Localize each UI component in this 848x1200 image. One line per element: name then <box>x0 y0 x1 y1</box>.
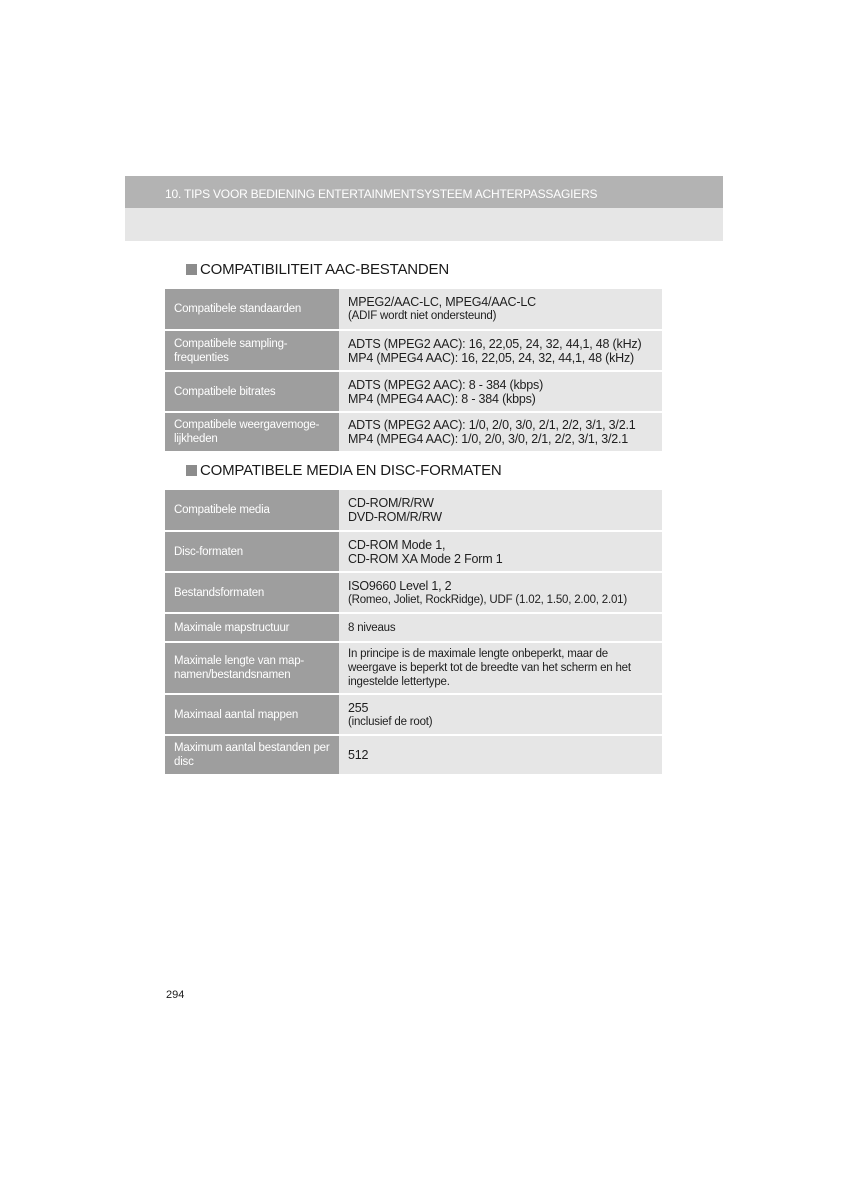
row-label: Maximale lengte van map- namen/bestandsnamen <box>165 642 339 694</box>
value-line: MPEG2/AAC-LC, MPEG4/AAC-LC <box>348 295 536 309</box>
table-row <box>165 642 662 694</box>
row-value <box>339 371 662 412</box>
value-line: 255 <box>348 700 369 715</box>
section-bullet-icon <box>186 465 197 476</box>
row-value <box>339 613 662 642</box>
value-line: ISO9660 Level 1, 2 <box>348 578 452 593</box>
page-number: 294 <box>166 989 185 1001</box>
row-value <box>339 490 662 531</box>
value-line: (inclusief de root) <box>348 715 433 728</box>
value-line: ADTS (MPEG2 AAC): 8 - 384 (kbps) <box>348 377 544 392</box>
aac-compatibility-table <box>165 289 662 453</box>
table-row <box>165 289 662 330</box>
value-line: MP4 (MPEG4 AAC): 8 - 384 (kbps) <box>348 391 536 406</box>
row-label: Compatibele media <box>165 490 339 531</box>
value-line: 8 niveaus <box>348 621 396 634</box>
row-label: Maximale mapstructuur <box>165 613 339 642</box>
value-line: CD-ROM XA Mode 2 Form 1 <box>348 551 503 566</box>
value-line: (ADIF wordt niet ondersteund) <box>348 310 497 322</box>
chapter-title: 10. TIPS VOOR BEDIENING ENTERTAINMENTSYSTEEM ACHTERPASSAGIERS <box>165 187 598 201</box>
value-line: CD-ROM/R/RW <box>348 496 434 510</box>
table-row <box>165 371 662 412</box>
value-line: DVD-ROM/R/RW <box>348 510 442 524</box>
value-line: MP4 (MPEG4 AAC): 1/0, 2/0, 3/0, 2/1, 2/2, 3/1, 3/2.1 <box>348 432 629 446</box>
row-value <box>339 694 662 735</box>
section-title-media <box>186 462 502 479</box>
table-row <box>165 531 662 572</box>
row-label: Compatibele bitrates <box>165 371 339 412</box>
value-line: MP4 (MPEG4 AAC): 16, 22,05, 24, 32, 44,1, 48 (kHz) <box>348 350 634 365</box>
section-title-text: COMPATIBELE MEDIA EN DISC-FORMATEN <box>200 462 502 479</box>
row-label: Compatibele weergavemoge- lijkheden <box>165 412 339 452</box>
table-row <box>165 412 662 452</box>
row-label: Maximaal aantal mappen <box>165 694 339 735</box>
table-row <box>165 572 662 613</box>
section-title-text: COMPATIBILITEIT AAC-BESTANDEN <box>200 261 449 278</box>
row-label: Compatibele standaarden <box>165 289 339 330</box>
row-value <box>339 572 662 613</box>
value-line: ADTS (MPEG2 AAC): 16, 22,05, 24, 32, 44,1, 48 (kHz) <box>348 336 642 351</box>
table-row <box>165 490 662 531</box>
chapter-header <box>125 176 723 208</box>
value-line: 512 <box>348 748 369 762</box>
section-title-aac <box>186 261 449 278</box>
table-row <box>165 330 662 371</box>
value-line: ADTS (MPEG2 AAC): 1/0, 2/0, 3/0, 2/1, 2/2, 3/1, 3/2.1 <box>348 418 636 432</box>
table-row <box>165 613 662 642</box>
chapter-header-band <box>125 208 723 241</box>
row-value <box>339 531 662 572</box>
row-value <box>339 735 662 775</box>
value-line: CD-ROM Mode 1, <box>348 537 446 552</box>
row-value <box>339 289 662 330</box>
row-label: Bestandsformaten <box>165 572 339 613</box>
row-value <box>339 412 662 452</box>
row-label: Maximum aantal bestanden per disc <box>165 735 339 775</box>
table-row <box>165 694 662 735</box>
value-paragraph: In principe is de maximale lengte onbeperkt, maar de weergave is beperkt tot de breedte van het scherm en het ingestelde lettertype. <box>348 648 631 688</box>
row-value <box>339 330 662 371</box>
row-value <box>339 642 662 694</box>
row-label: Disc-formaten <box>165 531 339 572</box>
section-bullet-icon <box>186 264 197 275</box>
media-formats-table <box>165 490 662 776</box>
row-label: Compatibele sampling- frequenties <box>165 330 339 371</box>
value-line: (Romeo, Joliet, RockRidge), UDF (1.02, 1.50, 2.00, 2.01) <box>348 593 627 606</box>
table-row <box>165 735 662 775</box>
